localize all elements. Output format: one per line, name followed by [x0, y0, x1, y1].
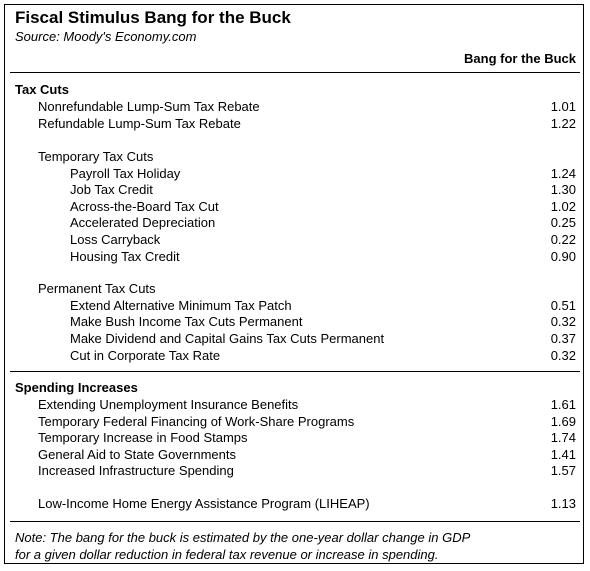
section-divider [10, 371, 580, 372]
row-label: Accelerated Depreciation [70, 215, 216, 230]
row-value: 1.57 [550, 463, 576, 478]
row-label: Extending Unemployment Insurance Benefits [38, 397, 299, 412]
footnote [15, 530, 575, 563]
row-label: Extend Alternative Minimum Tax Patch [70, 298, 292, 313]
table-row [0, 166, 590, 182]
source-line: Source: Moody's Economy.com [15, 29, 197, 44]
subsection-permanent-tax-cuts [0, 281, 590, 297]
table-row [0, 232, 590, 248]
row-label: Payroll Tax Holiday [70, 166, 181, 181]
row-label: Refundable Lump-Sum Tax Rebate [38, 116, 241, 131]
row-value: 0.37 [550, 331, 576, 346]
table-row [0, 397, 590, 413]
table-row [0, 249, 590, 265]
row-value: 1.22 [550, 116, 576, 131]
table-row [0, 182, 590, 198]
row-label: General Aid to State Governments [38, 447, 236, 462]
row-label: Make Bush Income Tax Cuts Permanent [70, 314, 303, 329]
row-label: Temporary Federal Financing of Work-Share Programs [38, 414, 355, 429]
table-row [0, 414, 590, 430]
table-row [0, 99, 590, 115]
row-value: 1.02 [550, 199, 576, 214]
section-label: Tax Cuts [15, 82, 69, 97]
row-label: Loss Carryback [70, 232, 161, 247]
row-value: 0.90 [550, 249, 576, 264]
row-label: Temporary Increase in Food Stamps [38, 430, 248, 445]
row-label: Job Tax Credit [70, 182, 153, 197]
row-value: 0.51 [550, 298, 576, 313]
section-spending-increases [0, 380, 590, 396]
table-title: Fiscal Stimulus Bang for the Buck [15, 8, 291, 27]
section-tax-cuts [0, 82, 590, 98]
row-value: 0.25 [550, 215, 576, 230]
row-value: 1.01 [550, 99, 576, 114]
subsection-label: Temporary Tax Cuts [38, 149, 154, 164]
table-row [0, 463, 590, 479]
footnote-line-2: for a given dollar reduction in federal tax revenue or increase in spending. [15, 546, 439, 562]
row-value: 1.24 [550, 166, 576, 181]
row-value: 1.74 [550, 430, 576, 445]
table-row [0, 298, 590, 314]
table-row [0, 430, 590, 446]
row-value: 0.22 [550, 232, 576, 247]
footnote-line-1: Note: The bang for the buck is estimated by the one-year dollar change in GDP [15, 530, 471, 545]
row-value: 1.69 [550, 414, 576, 429]
row-label: Increased Infrastructure Spending [38, 463, 234, 478]
row-label: Low-Income Home Energy Assistance Program (LIHEAP) [38, 496, 370, 511]
subsection-label: Permanent Tax Cuts [38, 281, 156, 296]
row-value: 0.32 [550, 348, 576, 363]
row-value: 1.61 [550, 397, 576, 412]
table-row [0, 215, 590, 231]
table-row [0, 348, 590, 364]
row-value: 0.32 [550, 314, 576, 329]
row-value: 1.41 [550, 447, 576, 462]
table-row [0, 314, 590, 330]
section-label: Spending Increases [15, 380, 138, 395]
row-value: 1.13 [550, 496, 576, 511]
row-label: Nonrefundable Lump-Sum Tax Rebate [38, 99, 260, 114]
table-row [0, 199, 590, 215]
table-row [0, 331, 590, 347]
column-header: Bang for the Buck [464, 51, 576, 66]
row-value: 1.30 [550, 182, 576, 197]
table-row [0, 116, 590, 132]
row-label: Housing Tax Credit [70, 249, 180, 264]
table-row [0, 496, 590, 512]
subsection-temporary-tax-cuts [0, 149, 590, 165]
row-label: Make Dividend and Capital Gains Tax Cuts Permanent [70, 331, 385, 346]
footer-divider [10, 521, 580, 522]
row-label: Cut in Corporate Tax Rate [70, 348, 221, 363]
row-label: Across-the-Board Tax Cut [70, 199, 219, 214]
table-row [0, 447, 590, 463]
header-divider [10, 72, 580, 73]
